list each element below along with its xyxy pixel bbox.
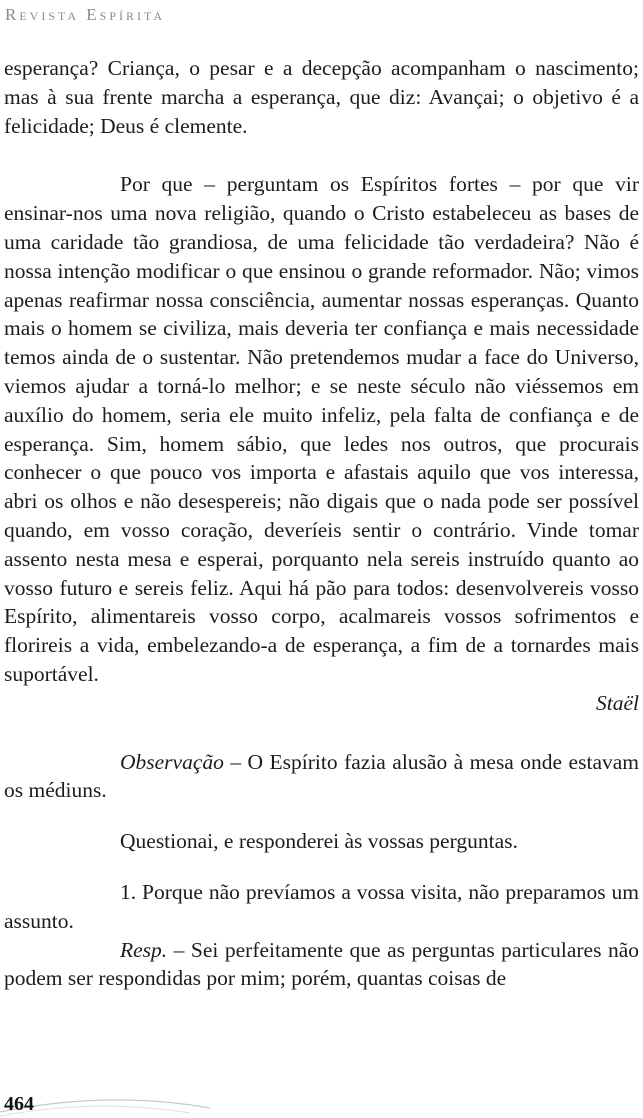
paragraph-1: esperança? Criança, o pesar e a decepção acompanham o nascimento; mas à sua frente marcha a esperança, que diz: Avançai; o objetivo é a felicidade; Deus é clemente. bbox=[4, 56, 639, 138]
signature: Staël bbox=[596, 690, 639, 715]
observation-label: Observação bbox=[120, 749, 224, 774]
response-label: Resp. bbox=[120, 937, 168, 962]
paragraph-question-1: 1. Porque não prevíamos a vossa visita, não preparamos um assunto. bbox=[4, 879, 639, 933]
response-text: – Sei perfeitamente que as perguntas particulares não podem ser respondidas por mim; porém, quantas coisas de bbox=[4, 937, 639, 991]
paragraph-questionai: Questionai, e responderei às vossas perguntas. bbox=[120, 829, 518, 854]
observation-paragraph bbox=[4, 748, 639, 806]
page-number: 464 bbox=[4, 1093, 34, 1115]
footer-ornament bbox=[0, 1086, 260, 1118]
page-body bbox=[4, 54, 639, 993]
observation-text: – O Espírito fazia alusão à mesa onde estavam os médiuns. bbox=[4, 749, 639, 803]
paragraph-2: Por que – perguntam os Espíritos fortes – por que vir ensinar-nos uma nova religião, quando o Cristo estabeleceu as bases de uma caridade tão grandiosa, de uma felicidade tão verdadeira? Não é nossa intenção modificar o que ensinou o grande reformador. Não; vimos apenas reafirmar nossa consciência, aumentar nossas esperanças. Quanto mais o homem se civiliza, mais deveria ter confiança e mais necessidade temos ainda de o sustentar. Não pretendemos mudar a face do Universo, viemos ajudar a torná-lo melhor; e se neste século não viéssemos em auxílio do homem, seria ele muito infeliz, pela falta de confiança e de esperança. Sim, homem sábio, que ledes nos outros, que procurais conhecer o que pouco vos importa e afastais aquilo que vos interessa, abri os olhos e não desespereis; não digais que o nada pode ser possível quando, em vosso coração, deveríeis sentir o contrário. Vinde tomar assento nesta mesa e esperai, porquanto nela sereis instruído quanto ao vosso futuro e sereis feliz. Aqui há pão para todos: desenvolvereis vosso Espírito, alimentareis vosso corpo, acalmareis vossos sofrimentos e florireis a vida, embelezando-a de esperança, a fim de a tornardes mais suportável. bbox=[4, 172, 639, 686]
running-head: Revista Espírita bbox=[5, 5, 166, 24]
response-paragraph bbox=[4, 936, 639, 994]
